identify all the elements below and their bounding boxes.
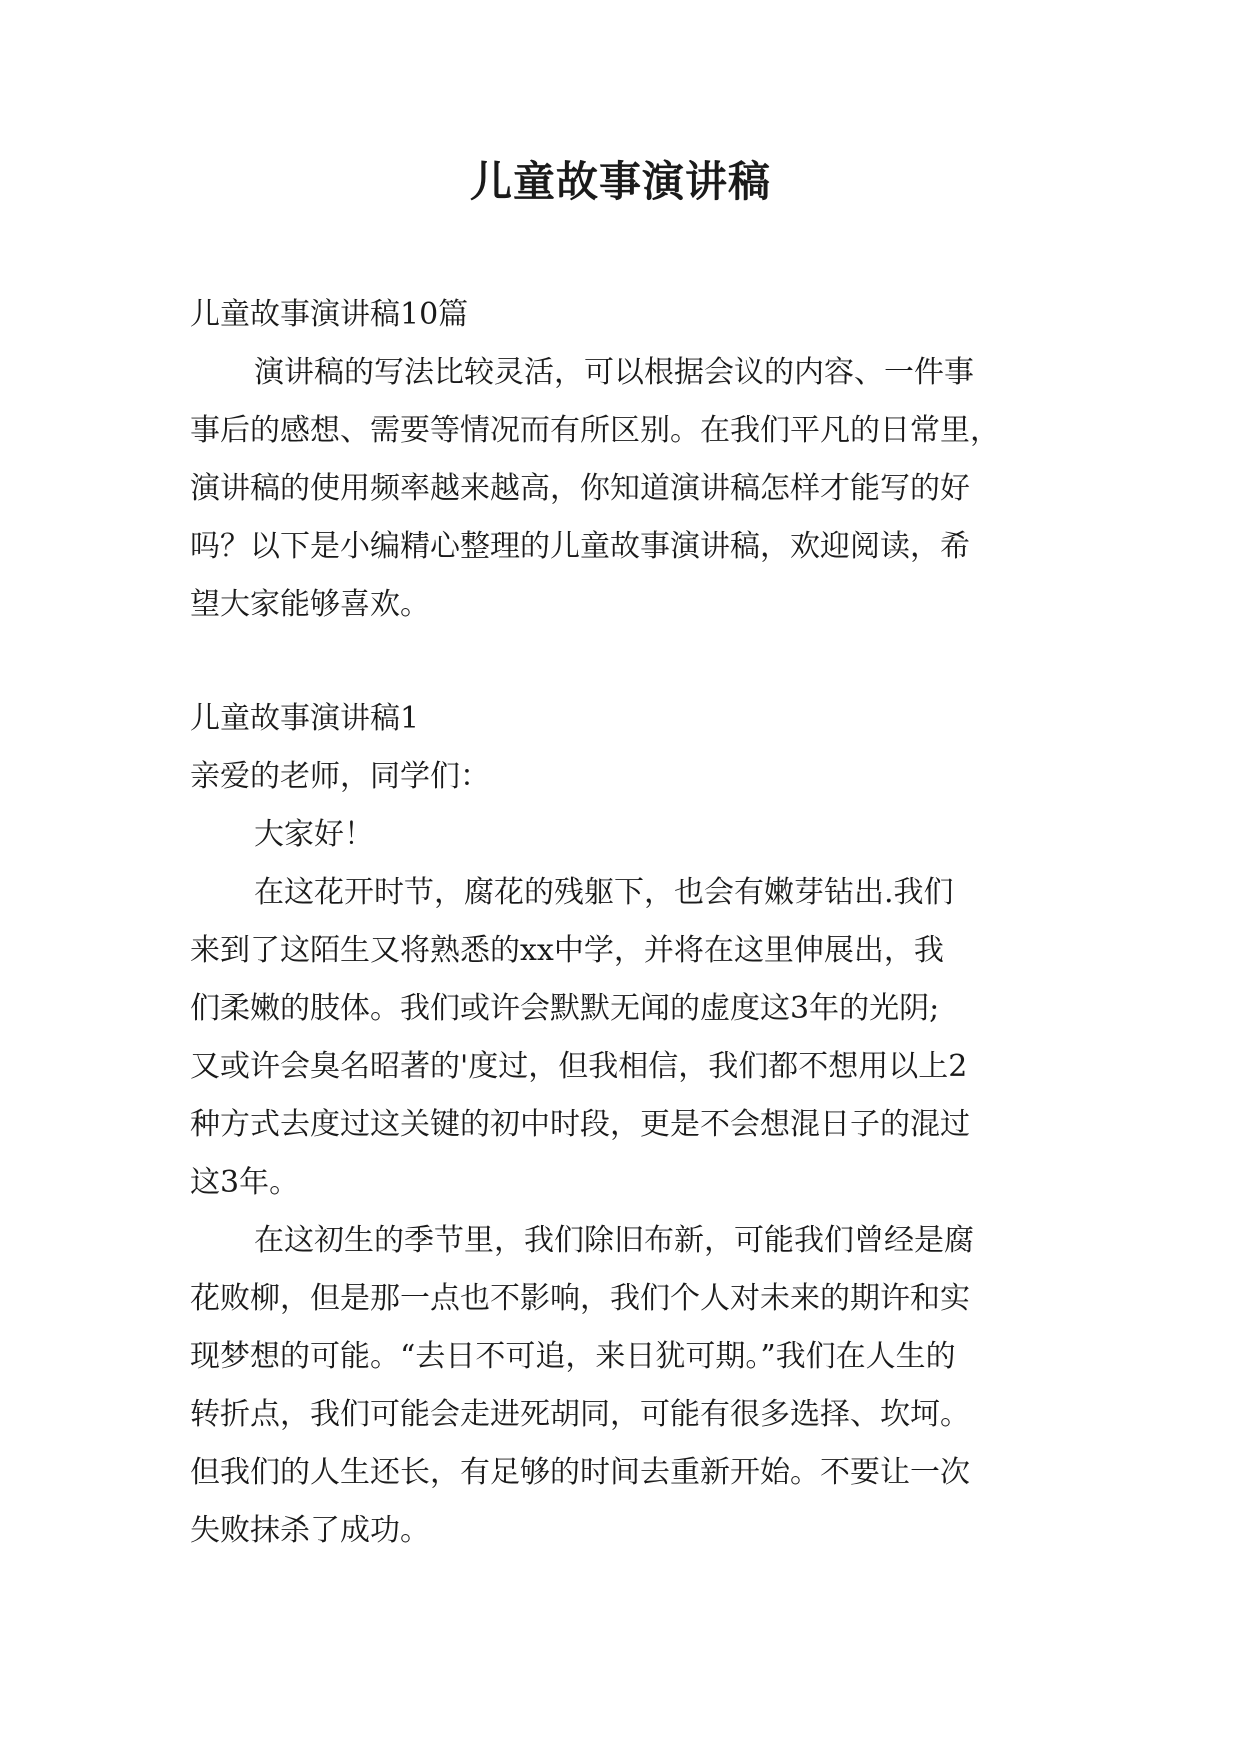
document-body xyxy=(190,286,1050,1560)
salutation: 亲爱的老师，同学们： xyxy=(190,759,490,794)
paragraph-line: 来到了这陌生又将熟悉的xx中学，并将在这里伸展出，我 xyxy=(190,933,944,968)
intro-line: 事后的感想、需要等情况而有所区别。在我们平凡的日常里， xyxy=(190,413,1000,448)
intro-line: 演讲稿的使用频率越来越高，你知道演讲稿怎样才能写的好 xyxy=(190,471,970,506)
greeting: 大家好！ xyxy=(254,817,374,852)
document-title: 儿童故事演讲稿 xyxy=(469,157,771,206)
intro-line: 望大家能够喜欢。 xyxy=(190,587,430,622)
paragraph-line: 这3年。 xyxy=(190,1165,300,1200)
paragraph-line: 种方式去度过这关键的初中时段，更是不会想混日子的混过 xyxy=(190,1107,970,1142)
paragraph-line: 在这初生的季节里，我们除旧布新，可能我们曾经是腐 xyxy=(254,1223,974,1258)
paragraph-line: 们柔嫩的肢体。我们或许会默默无闻的虚度这3年的光阴; xyxy=(190,991,940,1026)
paragraph-line: 现梦想的可能。“去日不可追，来日犹可期。”我们在人生的 xyxy=(190,1339,956,1374)
intro-line: 吗？以下是小编精心整理的儿童故事演讲稿，欢迎阅读，希 xyxy=(190,529,970,564)
section-spacer xyxy=(190,634,1050,690)
paragraph-line: 在这花开时节，腐花的残躯下，也会有嫩芽钻出.我们 xyxy=(254,875,954,910)
paragraph-line: 又或许会臭名昭著的'度过，但我相信，我们都不想用以上2 xyxy=(190,1049,968,1084)
section-heading: 儿童故事演讲稿1 xyxy=(190,701,420,736)
paragraph-line: 花败柳，但是那一点也不影响，我们个人对未来的期许和实 xyxy=(190,1281,970,1316)
paragraph-line: 但我们的人生还长，有足够的时间去重新开始。不要让一次 xyxy=(190,1455,970,1490)
document-subtitle: 儿童故事演讲稿10篇 xyxy=(190,297,469,332)
paragraph-line: 失败抹杀了成功。 xyxy=(190,1513,430,1548)
intro-line: 演讲稿的写法比较灵活，可以根据会议的内容、一件事 xyxy=(254,355,974,390)
paragraph-line: 转折点，我们可能会走进死胡同，可能有很多选择、坎坷。 xyxy=(190,1397,970,1432)
